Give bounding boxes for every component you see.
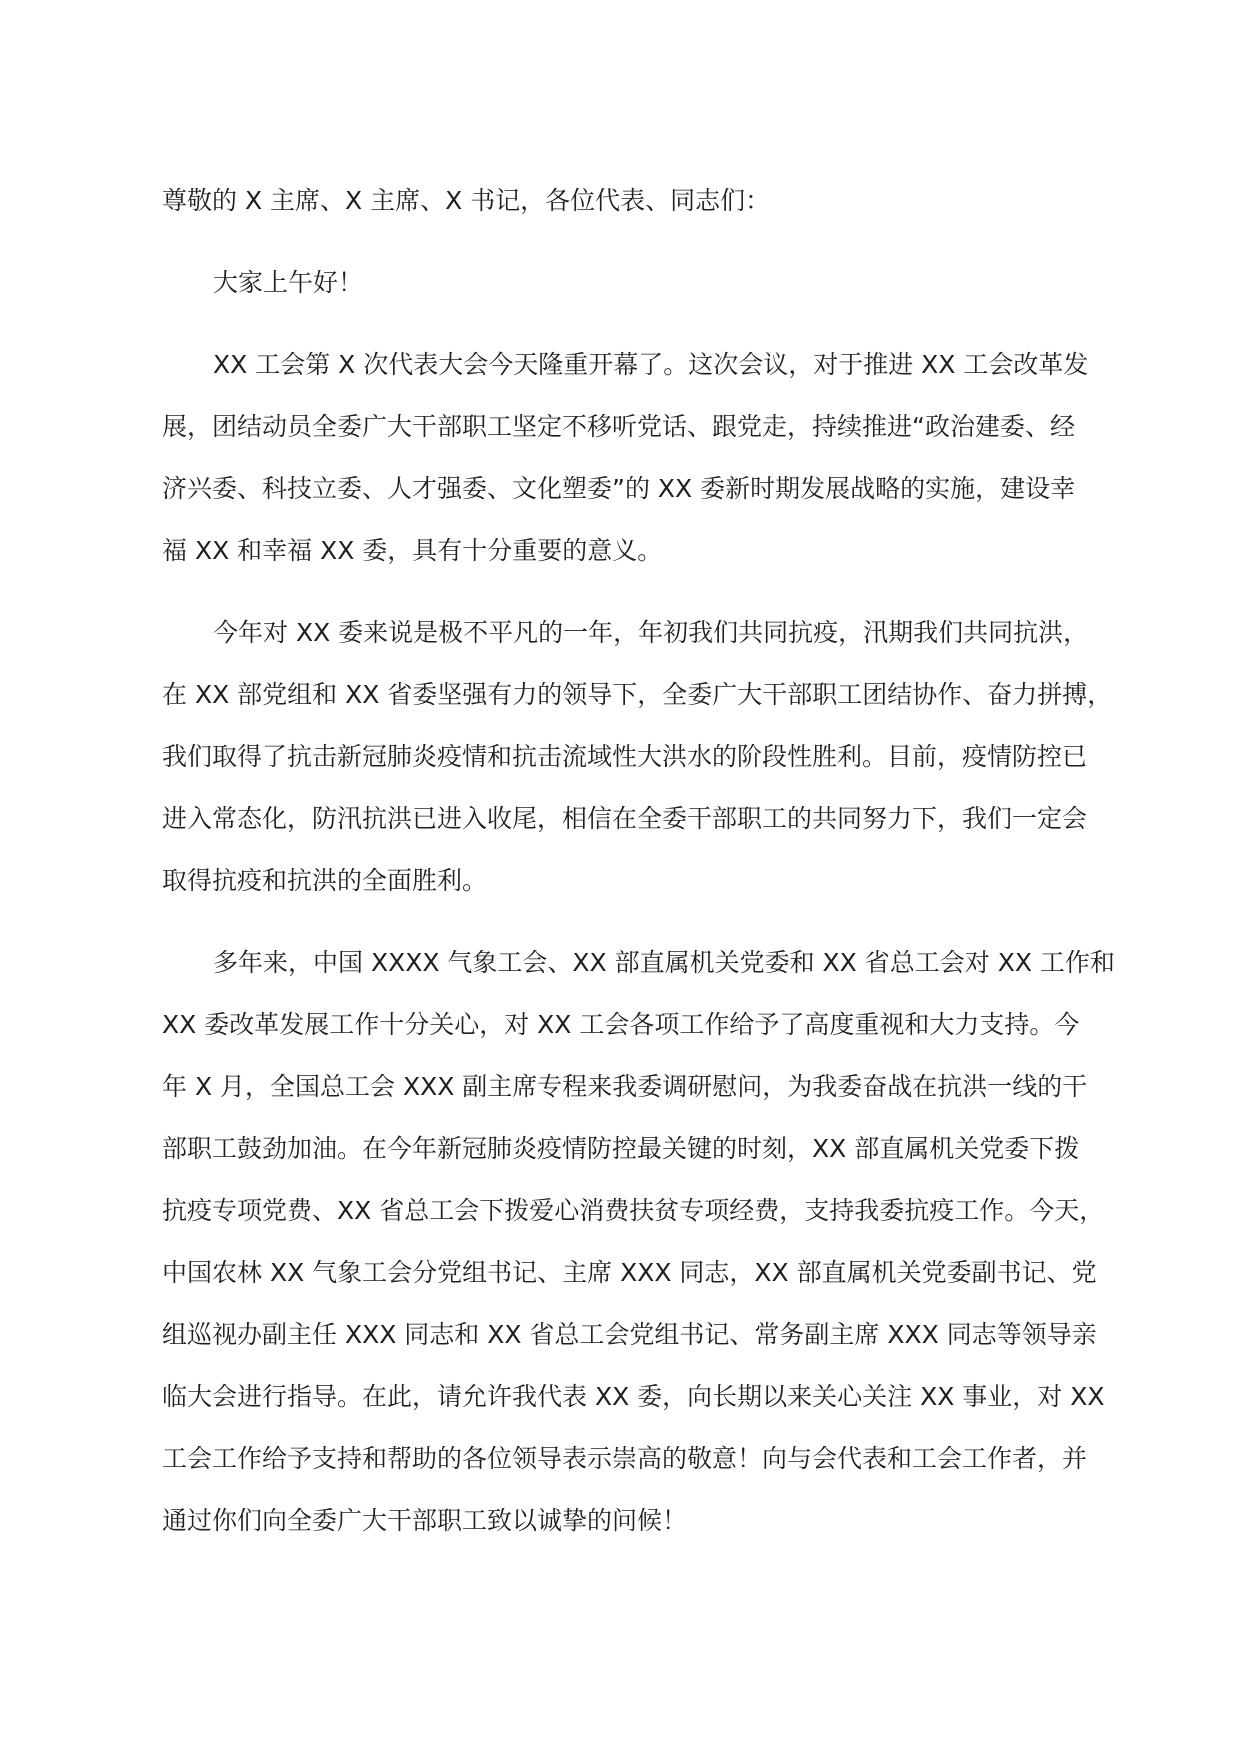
paragraph-line: 济兴委、科技立委、人才强委、文化塑委”的 XX 委新时期发展战略的实施，建设幸	[162, 474, 1076, 503]
paragraph-2	[162, 602, 1122, 912]
paragraph-line: 通过你们向全委广大干部职工致以诚挚的问候！	[162, 1506, 688, 1535]
paragraph-line: XX 委改革发展工作十分关心，对 XX 工会各项工作给予了高度重视和大力支持。今	[162, 1010, 1080, 1039]
paragraph-line: 部职工鼓劲加油。在今年新冠肺炎疫情防控最关键的时刻，XX 部直属机关党委下拨	[162, 1134, 1080, 1163]
paragraph-line: 多年来，中国 XXXX 气象工会、XX 部直属机关党委和 XX 省总工会对 XX 工作和	[213, 948, 1115, 977]
speech-text	[162, 170, 1122, 1552]
paragraph-line: 进入常态化，防汛抗洪已进入收尾，相信在全委干部职工的共同努力下，我们一定会	[162, 804, 1088, 833]
paragraph-1	[162, 334, 1122, 582]
paragraph-line: 工会工作给予支持和帮助的各位领导表示崇高的敬意！向与会代表和工会工作者，并	[162, 1444, 1088, 1473]
greeting: 大家上午好！	[213, 268, 364, 297]
paragraph-line: 在 XX 部党组和 XX 省委坚强有力的领导下，全委广大干部职工团结协作、奋力拼搏，	[162, 680, 1113, 709]
paragraph-line: 今年对 XX 委来说是极不平凡的一年，年初我们共同抗疫，汛期我们共同抗洪，	[213, 618, 1089, 647]
salutation: 尊敬的 X 主席、X 主席、X 书记，各位代表、同志们：	[162, 186, 771, 215]
paragraph-line: 福 XX 和幸福 XX 委，具有十分重要的意义。	[162, 536, 663, 565]
paragraph-line: XX 工会第 X 次代表大会今天隆重开幕了。这次会议，对于推进 XX 工会改革发	[213, 350, 1089, 379]
paragraph-line: 中国农林 XX 气象工会分党组书记、主席 XXX 同志，XX 部直属机关党委副书记、党	[162, 1258, 1097, 1287]
paragraph-3	[162, 932, 1122, 1552]
paragraph-line: 抗疫专项党费、XX 省总工会下拨爱心消费扶贫专项经费，支持我委抗疫工作。今天，	[162, 1196, 1105, 1225]
paragraph-line: 临大会进行指导。在此，请允许我代表 XX 委，向长期以来关心关注 XX 事业，对 XX	[162, 1382, 1105, 1411]
paragraph-line: 我们取得了抗击新冠肺炎疫情和抗击流域性大洪水的阶段性胜利。目前，疫情防控已	[162, 742, 1088, 771]
paragraph-line: 年 X 月，全国总工会 XXX 副主席专程来我委调研慰问，为我委奋战在抗洪一线的干	[162, 1072, 1088, 1101]
paragraph-line: 取得抗疫和抗洪的全面胜利。	[162, 866, 488, 895]
paragraph-line: 组巡视办副主任 XXX 同志和 XX 省总工会党组书记、常务副主席 XXX 同志等领导亲	[162, 1320, 1097, 1349]
paragraph-line: 展，团结动员全委广大干部职工坚定不移听党话、跟党走，持续推进“政治建委、经	[162, 412, 1075, 441]
